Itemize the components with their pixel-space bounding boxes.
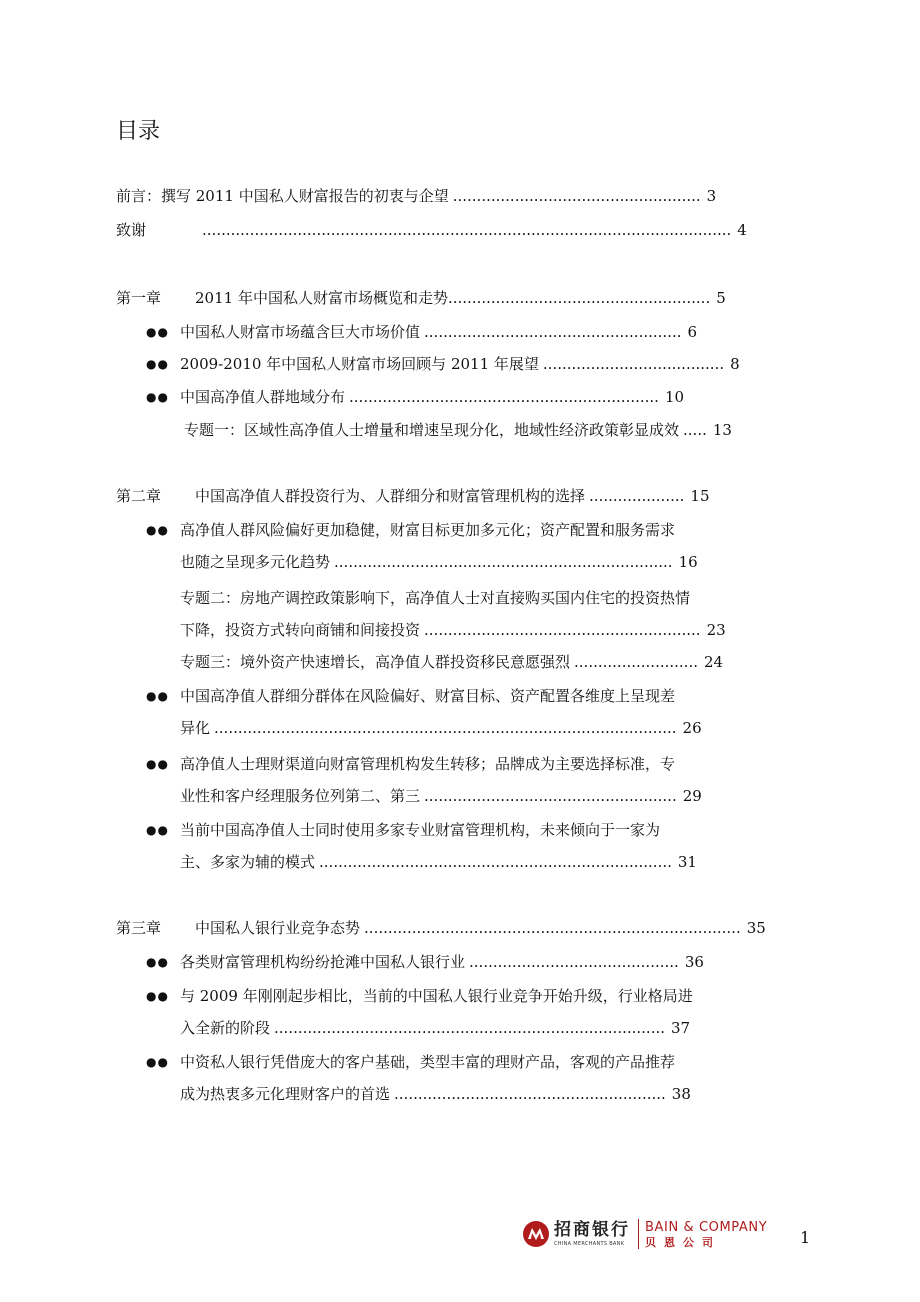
bullet-icon: ●● (146, 390, 169, 404)
toc-page-number: 29 (682, 787, 702, 805)
bullet-icon: ●● (146, 325, 169, 339)
toc-entry-label: 高净值人群风险偏好更加稳健，财富目标更加多元化；资产配置和服务需求 (180, 521, 676, 539)
toc-entry-label: 与 2009 年刚刚起步相比，当前的中国私人银行业竞争开始升级，行业格局进 (180, 987, 693, 1005)
toc-entry-label: 当前中国高净值人士同时使用多家专业财富管理机构，未来倾向于一家为 (180, 821, 661, 839)
leader-dots: ....................................................................... (334, 553, 673, 571)
bullet-icon: ●● (146, 357, 169, 371)
footer-logos (522, 1212, 792, 1256)
bullet-icon: ●● (146, 955, 169, 969)
chapter-label: 第三章 (116, 919, 162, 937)
toc-entry[interactable] (180, 952, 704, 972)
toc-entry-label: 成为热衷多元化理财客户的首选 (180, 1085, 391, 1103)
toc-entry-label: 各类财富管理机构纷纷抢滩中国私人银行业 (180, 953, 466, 971)
bain-name-cn: 贝恩公司 (645, 1235, 721, 1249)
leader-dots: ............................................................................................................... (202, 221, 732, 239)
toc-page-number: 24 (704, 653, 724, 671)
leader-dots: ......................................................... (394, 1085, 666, 1103)
cmb-name-cn: 招商银行 (554, 1219, 630, 1240)
leader-dots: ..................................................... (424, 787, 677, 805)
toc-entry-label: 专题三：境外资产快速增长，高净值人群投资移民意愿强烈 (180, 653, 571, 671)
toc-entry[interactable] (180, 322, 697, 342)
toc-entry-preface[interactable] (116, 186, 716, 206)
bain-wordmark (645, 1221, 767, 1248)
toc-page-number: 13 (712, 421, 732, 439)
toc-page-number: 6 (687, 323, 698, 341)
toc-entry-label: 中资私人银行凭借庞大的客户基础，类型丰富的理财产品，客观的产品推荐 (180, 1053, 676, 1071)
toc-page-number: 36 (684, 953, 704, 971)
toc-entry-label: 入全新的阶段 (180, 1019, 271, 1037)
toc-page-number: 15 (690, 487, 710, 505)
chapter-label: 第二章 (116, 487, 162, 505)
leader-dots: ....................................................... (447, 289, 711, 307)
toc-page-number: 37 (671, 1019, 691, 1037)
toc-entry-label: 中国私人财富市场蕴含巨大市场价值 (180, 323, 421, 341)
toc-page-number: 38 (671, 1085, 691, 1103)
toc-page-number: 8 (730, 355, 740, 373)
toc-entry-label: 致谢 (116, 221, 147, 239)
toc-page-number: 23 (706, 621, 726, 639)
leader-dots: .................... (589, 487, 685, 505)
bain-name-en: BAIN & COMPANY (645, 1219, 768, 1235)
toc-entry-label: 也随之呈现多元化趋势 (180, 553, 331, 571)
cmb-name-en: CHINA MERCHANTS BANK (554, 1240, 625, 1247)
leader-dots: ................................................................................................. (214, 719, 677, 737)
toc-entry-line[interactable] (180, 820, 660, 840)
bullet-icon: ●● (146, 989, 169, 1003)
toc-entry-label: 业性和客户经理服务位列第二、第三 (180, 787, 421, 805)
toc-page-number: 16 (678, 553, 698, 571)
page-number: 1 (800, 1228, 811, 1247)
toc-entry-line[interactable] (180, 1018, 690, 1038)
toc-entry-label: 高净值人士理财渠道向财富管理机构发生转移；品牌成为主要选择标准，专 (180, 755, 676, 773)
toc-entry-label: 前言：撰写 2011 中国私人财富报告的初衷与企望 (116, 187, 449, 205)
leader-dots: .......................... (574, 653, 698, 671)
toc-page-number: 10 (664, 388, 685, 406)
toc-entry-label: 专题一：区域性高净值人士增量和增速呈现分化，地域性经济政策彰显成效 (184, 421, 680, 439)
leader-dots: ...................................... (542, 355, 725, 373)
toc-entry-label: 异化 (180, 719, 211, 737)
toc-topic-3[interactable] (180, 652, 723, 672)
toc-page-number: 5 (716, 289, 726, 307)
cmb-wordmark (554, 1219, 630, 1247)
toc-page-number: 31 (677, 853, 697, 871)
chapter-title: 中国高净值人群投资行为、人群细分和财富管理机构的选择 (195, 487, 586, 505)
toc-entry-label: 2009-2010 年中国私人财富市场回顾与 2011 年展望 (180, 355, 539, 373)
toc-chapter-2[interactable] (116, 486, 710, 506)
toc-entry-label: 下降，投资方式转向商铺和间接投资 (180, 621, 421, 639)
toc-entry-line[interactable] (180, 786, 702, 806)
cmb-logo-icon (522, 1220, 550, 1248)
bullet-icon: ●● (146, 757, 169, 771)
toc-topic-2-line[interactable] (180, 620, 726, 640)
toc-entry[interactable] (180, 354, 740, 374)
chapter-label: 第一章 (116, 289, 162, 307)
leader-dots: .................................................... (452, 187, 701, 205)
chapter-title: 2011 年中国私人财富市场概览和走势 (195, 289, 448, 307)
bullet-icon: ●● (146, 1055, 169, 1069)
toc-entry-line[interactable] (180, 718, 702, 738)
toc-entry-label: 主、多家为辅的模式 (180, 853, 316, 871)
leader-dots: ...................................................... (424, 323, 682, 341)
bullet-icon: ●● (146, 523, 169, 537)
leader-dots: .................................................................................. (274, 1019, 665, 1037)
toc-topic-1[interactable] (184, 420, 732, 440)
leader-dots: ............................................ (469, 953, 679, 971)
page-title: 目录 (116, 119, 161, 144)
toc-entry-line[interactable] (180, 552, 698, 572)
toc-chapter-1[interactable] (116, 288, 726, 308)
toc-entry-label: 中国高净值人群细分群体在风险偏好、财富目标、资产配置各维度上呈现差 (180, 687, 676, 705)
toc-page-number: 26 (682, 719, 702, 737)
toc-page-number: 3 (706, 187, 717, 205)
toc-entry-line[interactable] (180, 986, 693, 1006)
toc-page-number: 35 (746, 919, 766, 937)
leader-dots: .......................................................................... (319, 853, 672, 871)
toc-entry-line[interactable] (180, 852, 697, 872)
toc-entry-label: 中国高净值人群地域分布 (180, 388, 346, 406)
leader-dots: ................................................................. (349, 388, 659, 406)
toc-entry[interactable] (180, 387, 684, 407)
logo-divider (638, 1219, 639, 1249)
leader-dots: .......................................................... (424, 621, 701, 639)
toc-page-number: 4 (737, 221, 747, 239)
bullet-icon: ●● (146, 689, 169, 703)
toc-entry-line[interactable] (180, 754, 675, 774)
toc-topic-2-line[interactable] (180, 588, 690, 608)
toc-entry-label: 专题二：房地产调控政策影响下，高净值人士对直接购买国内住宅的投资热情 (180, 589, 691, 607)
leader-dots: ............................................................................... (364, 919, 741, 937)
bullet-icon: ●● (146, 823, 169, 837)
toc-entry-line[interactable] (180, 686, 675, 706)
toc-entry-thanks[interactable] (116, 220, 747, 240)
toc-entry-line[interactable] (180, 1084, 691, 1104)
leader-dots: ..... (683, 421, 707, 439)
toc-entry-line[interactable] (180, 1052, 675, 1072)
toc-chapter-3[interactable] (116, 918, 766, 938)
chapter-title: 中国私人银行业竞争态势 (195, 919, 361, 937)
toc-entry-line[interactable] (180, 520, 675, 540)
